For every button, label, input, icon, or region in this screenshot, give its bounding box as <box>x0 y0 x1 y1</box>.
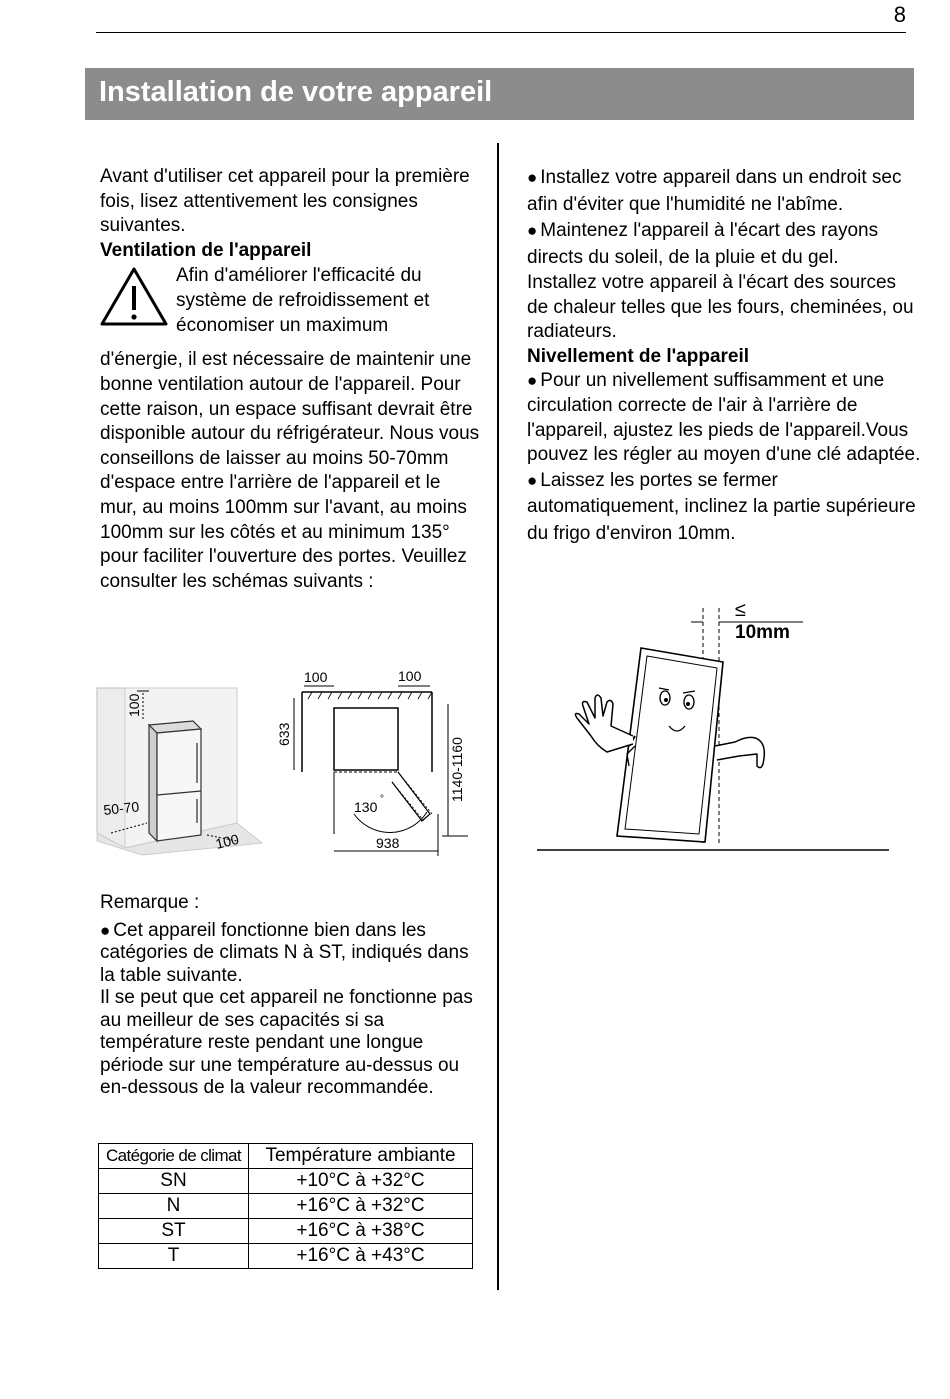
table-cell: +16°C à +43°C <box>249 1244 473 1269</box>
remarque-label: Remarque : <box>100 892 200 913</box>
ventilation-warning-text: Afin d'améliorer l'efficacité du système de refroidissement et économiser un maximum <box>176 265 430 336</box>
bullet-door-closing: ● Laissez les portes se fermer automatiquement, inclinez la partie supérieure du frigo d'environ 10mm. <box>527 468 922 548</box>
climate-table <box>98 1143 473 1269</box>
table-cell: +16°C à +38°C <box>249 1219 473 1244</box>
remarque-section <box>100 892 480 1100</box>
intro-paragraph: Avant d'utiliser cet appareil pour la première fois, lisez attentivement les consignes suivantes. <box>100 166 470 237</box>
table-cell: ST <box>99 1219 249 1244</box>
depth-label: 633 <box>276 722 292 746</box>
table-row <box>99 1219 473 1244</box>
waving-hand <box>575 695 633 752</box>
right-column <box>527 165 922 547</box>
pointing-hand <box>715 737 764 767</box>
top-clearance-label: 100 <box>126 693 142 717</box>
fridge-front <box>157 729 201 841</box>
table-header-cell: Catégorie de climat <box>99 1144 249 1169</box>
leveling-heading: Nivellement de l'appareil <box>527 345 750 367</box>
left-gap-label: 100 <box>304 669 328 685</box>
tilt-symbol: ≤ <box>735 599 746 621</box>
fridge-side <box>149 725 157 841</box>
ventilation-heading: Ventilation de l'appareil <box>100 239 312 261</box>
table-cell: +10°C à +32°C <box>249 1169 473 1194</box>
header-rule <box>96 32 906 33</box>
height-range-label: 1140-1160 <box>449 737 465 802</box>
ventilation-warning-block <box>100 264 480 348</box>
tilt-value: 10mm <box>735 622 790 643</box>
column-divider <box>497 143 499 1290</box>
door-angle-degree: ° <box>380 794 384 805</box>
door-angle-label: 130 <box>354 799 378 815</box>
warning-triangle-icon <box>100 266 168 328</box>
table-header-cell: Température ambiante <box>249 1144 473 1169</box>
section-title: Installation de votre appareil <box>99 76 493 108</box>
table-header-row <box>99 1144 473 1169</box>
ventilation-paragraph: d'énergie, il est nécessaire de maintenir une bonne ventilation autour de l'appareil. Pour cette raison, un espace suffisant devrait être disponible autour du réfrigérateur. Nous vous conseillons de laisser au moins 50-70mm d'espace entre l'arrière de l'appareil et le mur, au moins 100mm sur l'avant, au moins 100mm sur les côtés et au minimum 135° pour faciliter l'ouverture des portes. Veuillez consulter les schémas suivants : <box>100 349 480 592</box>
wall-left <box>97 688 125 848</box>
plan-clearance-diagram <box>272 664 472 858</box>
remarque-text: Il se peut que cet appareil ne fonctionne pas au meilleur de ses capacités si sa température reste pendant une longue période sur une température au-dessus ou en-dessous de la valeur recommandée. <box>100 987 473 1098</box>
table-cell: T <box>99 1244 249 1269</box>
bullet-sun-rain-frost: ● Maintenez l'appareil à l'écart des rayons directs du soleil, de la pluie et du gel. <box>527 218 922 271</box>
table-row <box>99 1244 473 1269</box>
table-cell: SN <box>99 1169 249 1194</box>
bullet-dry-location: ● Installez votre appareil dans un endroit sec afin d'éviter que l'humidité ne l'abîme. <box>527 165 922 218</box>
remarque-bullet: ● Cet appareil fonctionne bien dans les catégories de climats N à ST, indiqués dans la table suivante. <box>100 920 480 988</box>
page-number: 8 <box>893 2 906 27</box>
fridge-body <box>617 648 723 842</box>
section-title-bar <box>85 68 914 120</box>
back-clearance-label: 50-70 <box>102 798 140 818</box>
fridge-plan-body <box>334 708 398 770</box>
right-gap-label: 100 <box>398 668 422 684</box>
table-cell: N <box>99 1194 249 1219</box>
table-row <box>99 1169 473 1194</box>
side-clearance-label: 100 <box>213 830 241 852</box>
bullet-leveling-feet: ● Pour un nivellement suffisamment et une circulation correcte de l'air à l'arrière de l'appareil, ajustez les pieds de l'appareil.Vous pouvez les régler au moyen d'une clé adaptée. <box>527 369 922 467</box>
perspective-clearance-diagram <box>97 683 267 855</box>
door-swing <box>392 772 430 821</box>
table-cell: +16°C à +32°C <box>249 1194 473 1219</box>
total-width-label: 938 <box>376 835 400 851</box>
table-row <box>99 1194 473 1219</box>
heat-sources-text: Installez votre appareil à l'écart des sources de chaleur telles que les fours, cheminées, ou radiateurs. <box>527 272 914 343</box>
tilt-diagram <box>537 596 891 854</box>
left-column <box>100 165 480 594</box>
